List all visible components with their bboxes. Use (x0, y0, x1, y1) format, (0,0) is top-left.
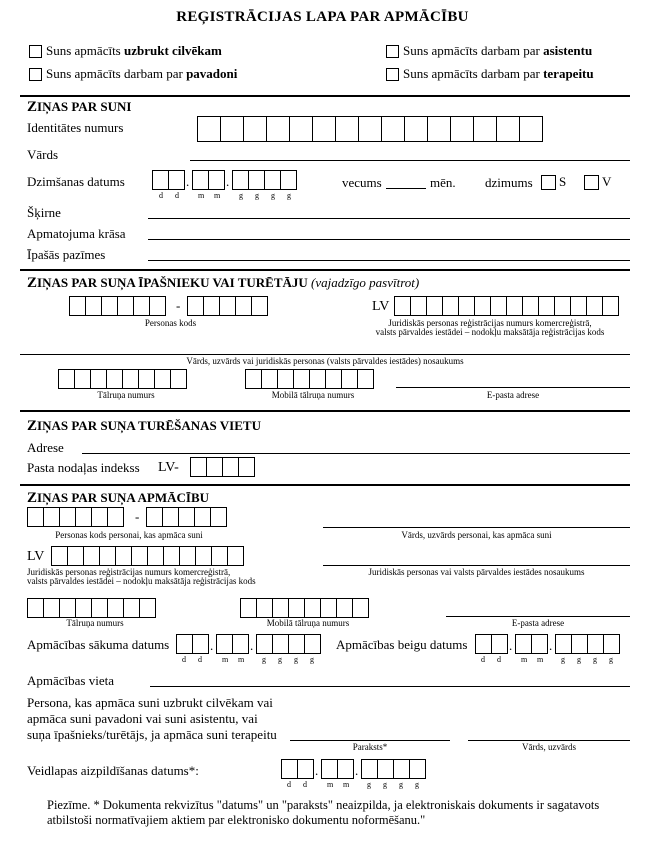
date-letter: g (278, 655, 282, 664)
section-dog-heading: ZIŅAS PAR SUNI (27, 99, 132, 115)
footnote: Piezīme. * Dokumenta rekvizītus "datums" un "paraksts" neaizpilda, ja elektroniskais dokuments ir sagatavots atbilstoši normatīvajiem aktiem par elektronisko dokumentu noformēšanu." (47, 798, 600, 827)
date-letter: m (327, 780, 334, 789)
date-letter: m (238, 655, 245, 664)
owner-mobile-boxes[interactable] (245, 369, 374, 389)
owner-legal-reg-caption-2: valsts pārvaldes iestādei – nodokļu maksātāja reģistrācijas kods (375, 327, 605, 337)
fill-year-boxes[interactable] (361, 759, 426, 779)
trainer-legal-name-caption: Juridiskās personas vai valsts pārvaldes iestādes nosaukums (368, 567, 585, 577)
section-divider (20, 410, 630, 412)
trainer-code-caption: Personas kods personai, kas apmāca suni (55, 530, 203, 540)
birth-month-boxes[interactable] (192, 170, 225, 190)
date-dot: . (355, 763, 359, 778)
coat-color-label: Apmatojuma krāsa (27, 226, 126, 241)
signature-field[interactable] (290, 740, 450, 741)
date-letter: g (310, 655, 314, 664)
trainer-legal-name-field[interactable] (323, 565, 630, 566)
fill-date-label: Veidlapas aizpildīšanas datums*: (27, 763, 199, 778)
dash: - (135, 509, 140, 524)
section-place-heading: ZIŅAS PAR SUŅA TURĒŠANAS VIETU (27, 418, 261, 434)
section-divider (20, 95, 630, 97)
fill-day-boxes[interactable] (281, 759, 314, 779)
section-owner-heading: ZIŅAS PAR SUŅA ĪPAŠNIEKU VAI TURĒTĀJU (vajadzīgo pasvītrot) (27, 275, 420, 291)
owner-email-field[interactable] (396, 387, 630, 388)
date-dot: . (210, 638, 214, 653)
option-therapist: Suns apmācīts darbam par terapeitu (403, 66, 594, 81)
owner-name-caption: Vārds, uzvārds vai juridiskās personas (valsts pārvaldes iestādes) nosaukums (186, 356, 464, 366)
date-dot: . (549, 638, 553, 653)
date-letter: g (383, 780, 387, 789)
date-letter: g (239, 191, 243, 200)
owner-personal-code-part1[interactable] (69, 296, 166, 316)
trainer-email-caption: E-pasta adrese (511, 618, 565, 628)
date-letter: g (294, 655, 298, 664)
sex-male-label: V (602, 174, 612, 189)
date-letter: m (537, 655, 544, 664)
date-letter: d (303, 780, 307, 789)
fill-month-boxes[interactable] (321, 759, 354, 779)
date-letter: d (481, 655, 485, 664)
breed-label: Šķirne (27, 205, 61, 220)
signer-name-field[interactable] (468, 740, 630, 741)
training-end-label: Apmācības beigu datums (336, 637, 468, 652)
postal-index-boxes[interactable] (190, 457, 255, 477)
option-guide: Suns apmācīts darbam par pavadoni (46, 66, 238, 81)
date-letter: d (175, 191, 179, 200)
date-dot: . (186, 174, 190, 189)
id-number-label: Identitātes numurs (27, 120, 124, 135)
date-letter: d (182, 655, 186, 664)
date-letter: g (271, 191, 275, 200)
date-letter: g (577, 655, 581, 664)
dog-name-field[interactable] (190, 160, 630, 161)
sex-label: dzimums (485, 175, 533, 190)
date-letter: g (367, 780, 371, 789)
training-place-field[interactable] (150, 686, 630, 687)
special-marks-label: Īpašās pazīmes (27, 247, 106, 262)
trainer-legal-reg-boxes[interactable] (51, 546, 244, 566)
section-training-heading: ZIŅAS PAR SUŅA APMĀCĪBU (27, 490, 210, 506)
date-letter: g (561, 655, 565, 664)
date-letter: m (343, 780, 350, 789)
owner-phone-boxes[interactable] (58, 369, 187, 389)
date-letter: g (255, 191, 259, 200)
signer-text-1: Persona, kas apmāca suni uzbrukt cilvēkam vai (27, 695, 273, 710)
checkbox-sex-male[interactable] (584, 175, 599, 190)
checkbox-guide[interactable] (29, 68, 42, 81)
date-dot: . (250, 638, 254, 653)
date-letter: d (287, 780, 291, 789)
owner-phone-caption: Tālruņa numurs (97, 390, 155, 400)
breed-field[interactable] (148, 218, 630, 219)
date-letter: d (198, 655, 202, 664)
special-marks-field[interactable] (148, 260, 630, 261)
end-year-boxes[interactable] (555, 634, 620, 654)
trainer-email-field[interactable] (446, 616, 630, 617)
owner-legal-reg-boxes[interactable] (394, 296, 619, 316)
trainer-legal-reg-caption-2: valsts pārvaldes iestādei – nodokļu maksātāja reģistrācijas kods (27, 576, 256, 586)
owner-email-caption: E-pasta adrese (486, 390, 540, 400)
age-label: vecums (342, 175, 382, 190)
trainer-mobile-caption: Mobilā tālruņa numurs (266, 618, 350, 628)
trainer-phone-caption: Tālruņa numurs (66, 618, 124, 628)
trainer-phone-boxes[interactable] (27, 598, 156, 618)
lv-prefix: LV (372, 299, 390, 314)
section-divider (20, 484, 630, 486)
coat-color-field[interactable] (148, 239, 630, 240)
date-letter: d (497, 655, 501, 664)
trainer-name-caption: Vārds, uzvārds personai, kas apmāca suni (401, 530, 552, 540)
owner-mobile-caption: Mobilā tālruņa numurs (271, 390, 355, 400)
date-letter: m (222, 655, 229, 664)
training-place-label: Apmācības vieta (27, 673, 114, 688)
date-letter: g (287, 191, 291, 200)
date-letter: g (609, 655, 613, 664)
checkbox-attack-human[interactable] (29, 45, 42, 58)
owner-personal-code-caption: Personas kods (144, 318, 197, 328)
date-letter: m (214, 191, 221, 200)
page-title: REĢISTRĀCIJAS LAPA PAR APMĀCĪBU (176, 9, 469, 25)
date-letter: g (262, 655, 266, 664)
postal-prefix: LV- (158, 460, 179, 475)
checkbox-assistant[interactable] (386, 45, 399, 58)
birth-year-boxes[interactable] (232, 170, 297, 190)
date-letter: m (198, 191, 205, 200)
option-assistant: Suns apmācīts darbam par asistentu (403, 43, 593, 58)
checkbox-sex-female[interactable] (541, 175, 556, 190)
lv-prefix: LV (27, 549, 45, 564)
age-unit: mēn. (430, 175, 456, 190)
trainer-name-field[interactable] (323, 527, 630, 528)
owner-personal-code-part2[interactable] (187, 296, 268, 316)
signer-text-3: suņa īpašnieks/turētājs, ja apmāca suni terapeitu (27, 727, 277, 742)
date-dot: . (226, 174, 230, 189)
date-letter: g (593, 655, 597, 664)
start-day-boxes[interactable] (176, 634, 209, 654)
checkbox-therapist[interactable] (386, 68, 399, 81)
id-number-boxes[interactable] (197, 116, 543, 142)
date-letter: d (159, 191, 163, 200)
address-field[interactable] (82, 453, 630, 454)
date-dot: . (315, 763, 319, 778)
start-month-boxes[interactable] (216, 634, 249, 654)
age-field[interactable] (386, 188, 426, 189)
end-day-boxes[interactable] (475, 634, 508, 654)
postal-index-label: Pasta nodaļas indekss (27, 460, 140, 475)
birth-day-boxes[interactable] (152, 170, 185, 190)
dash: - (176, 298, 181, 313)
dog-name-label: Vārds (27, 147, 59, 162)
trainer-code-part1[interactable] (27, 507, 124, 527)
date-letter: m (521, 655, 528, 664)
training-start-label: Apmācības sākuma datums (27, 637, 170, 652)
address-label: Adrese (27, 440, 64, 455)
end-month-boxes[interactable] (515, 634, 548, 654)
date-letter: g (399, 780, 403, 789)
owner-name-field[interactable] (20, 354, 630, 355)
section-divider (20, 269, 630, 271)
signer-name-caption: Vārds, uzvārds (522, 742, 576, 752)
trainer-mobile-boxes[interactable] (240, 598, 369, 618)
birth-date-label: Dzimšanas datums (27, 174, 125, 189)
date-letter: g (415, 780, 419, 789)
owner-legal-reg-caption-1: Juridiskās personas reģistrācijas numurs komercreģistrā, (388, 318, 592, 328)
trainer-code-part2[interactable] (146, 507, 227, 527)
signer-text-2: apmāca suni pavadoni vai suni asistentu, vai (27, 711, 258, 726)
sex-female-label: S (559, 174, 567, 189)
start-year-boxes[interactable] (256, 634, 321, 654)
option-attack-human: Suns apmācīts uzbrukt cilvēkam (46, 43, 222, 58)
trainer-legal-reg-caption-1: Juridiskās personas reģistrācijas numurs komercreģistrā, (27, 567, 231, 577)
date-dot: . (509, 638, 513, 653)
signature-caption: Paraksts* (352, 742, 388, 752)
